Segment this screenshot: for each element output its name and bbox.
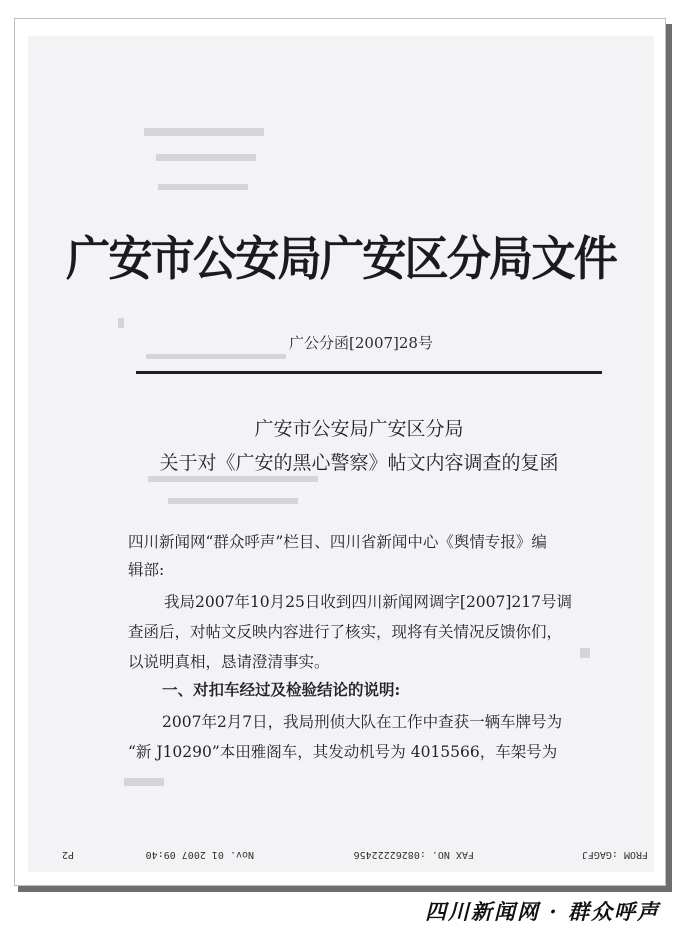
paragraph-line: “新 J10290”本田雅阁车，其发动机号为 4015566，车架号为 bbox=[128, 743, 558, 761]
scan-noise bbox=[146, 354, 286, 359]
scanned-document bbox=[28, 36, 654, 872]
fax-date: Nov. 01 2007 09:40 bbox=[145, 849, 254, 860]
scan-noise bbox=[118, 318, 124, 328]
paragraph-line: 以说明真相，恳请澄清事实。 bbox=[128, 653, 330, 671]
scan-noise bbox=[144, 128, 264, 136]
scan-noise bbox=[158, 184, 248, 190]
subtitle-issuer: 广安市公安局广安区分局 bbox=[254, 418, 464, 440]
addressee-line: 四川新闻网“群众呼声”栏目、四川省新闻中心《舆情专报》编 bbox=[128, 533, 547, 551]
document-number: 广公分函[2007]28号 bbox=[289, 334, 433, 352]
fax-from: FROM :GAGFJ bbox=[581, 849, 648, 860]
title-rule bbox=[136, 371, 602, 374]
fax-number: FAX NO. :08262222456 bbox=[353, 849, 474, 860]
paragraph-line: 我局2007年10月25日收到四川新闻网调字[2007]217号调 bbox=[164, 593, 573, 611]
subtitle-subject: 关于对《广安的黑心警察》帖文内容调查的复函 bbox=[159, 452, 559, 474]
paragraph-line: 2007年2月7日，我局刑侦大队在工作中查获一辆车牌号为 bbox=[162, 713, 563, 731]
scan-noise bbox=[148, 476, 318, 482]
site-watermark: 四川新闻网 · 群众呼声 bbox=[425, 899, 660, 924]
addressee-line: 辑部: bbox=[128, 561, 165, 579]
fax-page: P2 bbox=[61, 849, 74, 860]
document-title: 广安市公安局广安区分局文件 bbox=[66, 232, 616, 287]
scan-noise bbox=[156, 154, 256, 161]
scan-noise bbox=[124, 778, 164, 786]
paragraph-line: 查函后，对帖文反映内容进行了核实，现将有关情况反馈你们， bbox=[128, 623, 563, 641]
fax-header bbox=[28, 844, 654, 860]
scan-noise bbox=[168, 498, 298, 504]
section-heading: 一、对扣车经过及检验结论的说明: bbox=[162, 680, 401, 699]
